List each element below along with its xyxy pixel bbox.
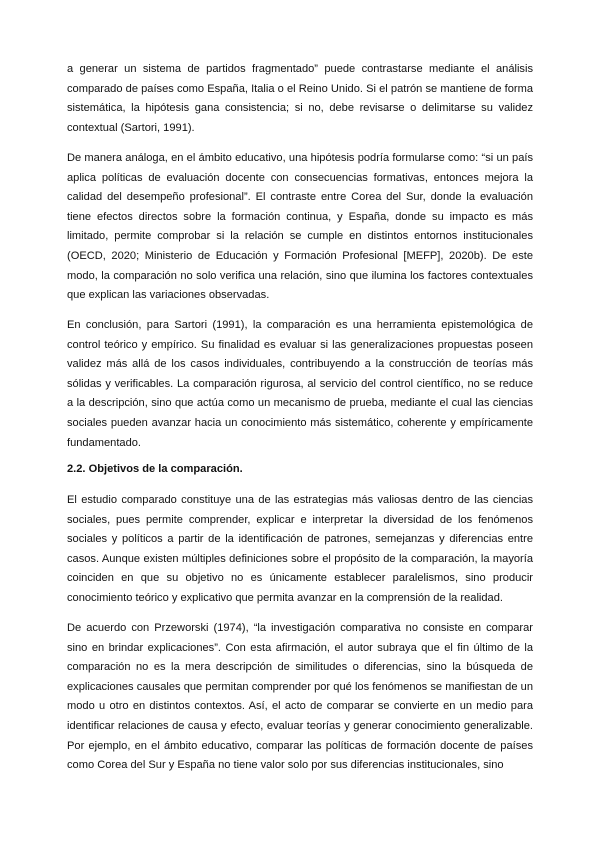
section-heading: 2.2. Objetivos de la comparación. bbox=[67, 463, 243, 475]
paragraph: De manera análoga, en el ámbito educativo, una hipótesis podría formularse como: “si un país aplica políticas de evaluación docente con consecuencias formativas, entonces mejora la calidad del desempeño profesional”. El contraste entre Corea del Sur, donde la evaluación tiene efectos directos sobre la formación continua, y España, donde su impacto es más limitado, permite comprobar si la relación se cumple en distintos entornos institucionales (OECD, 2020; Ministerio de Educación y Formación Profesional [MEFP], 2020b). De este modo, la comparación no solo verifica una relación, sino que ilumina los factores contextuales que explican las variaciones observadas. bbox=[67, 152, 533, 302]
paragraph: a generar un sistema de partidos fragmentado” puede contrastarse mediante el análisis comparado de países como España, Italia o el Reino Unido. Si el patrón se mantiene de forma sistemática, la hipótesis gana consistencia; si no, debe revisarse o delimitarse su validez contextual (Sartori, 1991). bbox=[67, 63, 533, 134]
paragraph: En conclusión, para Sartori (1991), la comparación es una herramienta epistemológica de control teórico y empírico. Su finalidad es evaluar si las generalizaciones propuestas poseen validez más allá de los casos individuales, contribuyendo a la construcción de teorías más sólidas y verificables. La comparación rigurosa, al servicio del control científico, no se reduce a la descripción, sino que actúa como un mecanismo de prueba, mediante el cual las ciencias sociales pueden avanzar hacia un conocimiento más sistemático, coherente y empíricamente fundamentado. bbox=[67, 319, 533, 449]
paragraph: El estudio comparado constituye una de las estrategias más valiosas dentro de las ciencias sociales, pues permite comprender, explicar e interpretar la diversidad de los fenómenos sociales y políticos a partir de la identificación de patrones, semejanzas y diferencias entre casos. Aunque existen múltiples definiciones sobre el propósito de la comparación, la mayoría coinciden en que su objetivo no es únicamente establecer paralelismos, sino producir conocimiento teórico y explicativo que permita avanzar en la comprensión de la realidad. bbox=[67, 494, 533, 604]
paragraph: De acuerdo con Przeworski (1974), “la investigación comparativa no consiste en comparar sino en brindar explicaciones”. Con esta afirmación, el autor subraya que el fin último de la comparación no es la mera descripción de similitudes o diferencias, sino la búsqueda de explicaciones causales que permitan comprender por qué los fenómenos se manifiestan de un modo u otro en distintos contextos. Así, el acto de comparar se convierte en un medio para identificar relaciones de causa y efecto, evaluar teorías y generar conocimiento generalizable. Por ejemplo, en el ámbito educativo, comparar las políticas de formación docente de países como Corea del Sur y España no tiene valor solo por sus diferencias institucionales, sino bbox=[67, 622, 533, 772]
